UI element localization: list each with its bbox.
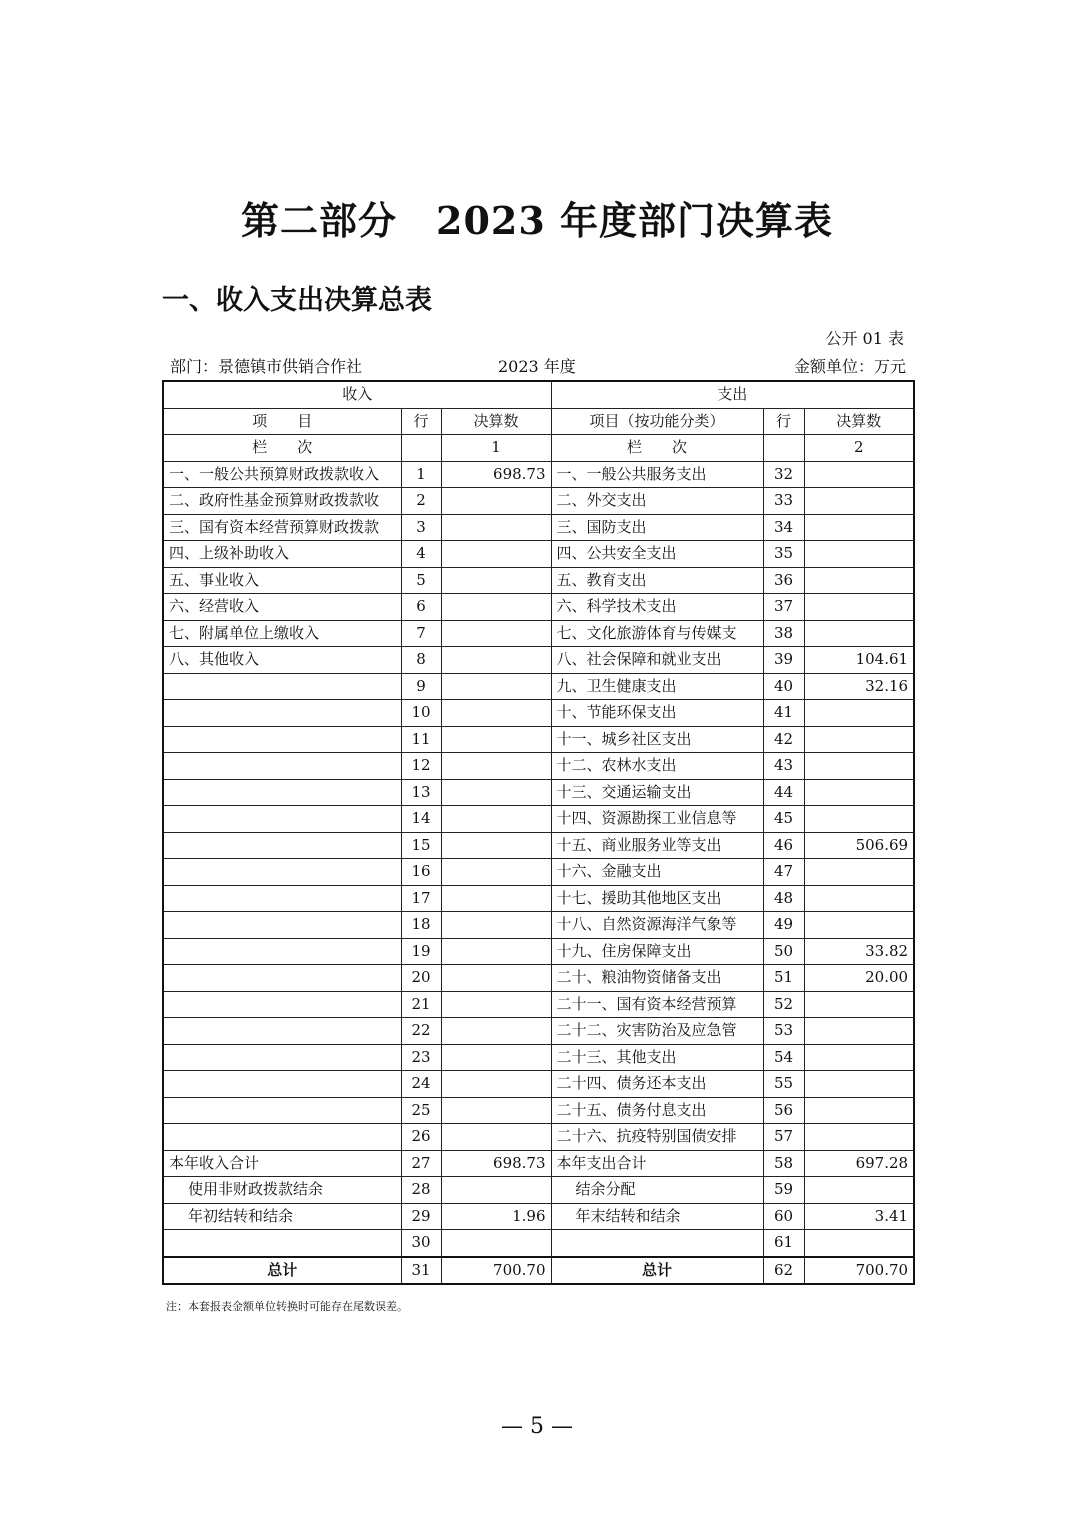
expense-row-number: 57 <box>763 1124 804 1151</box>
expense-row-number: 34 <box>763 514 804 541</box>
expense-amount <box>804 1177 914 1204</box>
table-row <box>163 779 914 806</box>
expense-item <box>551 1230 763 1257</box>
table-row <box>163 1150 914 1177</box>
expense-row-number: 50 <box>763 938 804 965</box>
expense-amount <box>804 488 914 515</box>
income-amount <box>441 859 551 886</box>
expense-item: 十一、城乡社区支出 <box>551 726 763 753</box>
income-amount <box>441 673 551 700</box>
income-amount <box>441 567 551 594</box>
income-amount <box>441 779 551 806</box>
expense-row-number: 43 <box>763 753 804 780</box>
expense-amount <box>804 541 914 568</box>
income-item <box>163 832 401 859</box>
income-amount <box>441 1044 551 1071</box>
expense-item: 总计 <box>551 1257 763 1285</box>
header-item: 项 目 <box>163 408 401 435</box>
income-amount <box>441 647 551 674</box>
income-row-number: 30 <box>401 1230 441 1257</box>
income-expense-table <box>162 380 915 1285</box>
income-item <box>163 1097 401 1124</box>
expense-row-number: 51 <box>763 965 804 992</box>
income-row-number: 15 <box>401 832 441 859</box>
expense-row-number: 52 <box>763 991 804 1018</box>
table-row <box>163 567 914 594</box>
table-row <box>163 885 914 912</box>
income-row-number: 4 <box>401 541 441 568</box>
income-row-number: 8 <box>401 647 441 674</box>
expense-item: 七、文化旅游体育与传媒支 <box>551 620 763 647</box>
expense-row-number: 40 <box>763 673 804 700</box>
income-row-number: 25 <box>401 1097 441 1124</box>
expense-amount <box>804 461 914 488</box>
expense-row-number: 53 <box>763 1018 804 1045</box>
income-row-number: 20 <box>401 965 441 992</box>
table-row <box>163 806 914 833</box>
expense-amount <box>804 620 914 647</box>
expense-item: 十八、自然资源海洋气象等 <box>551 912 763 939</box>
table-row <box>163 859 914 886</box>
expense-amount <box>804 1097 914 1124</box>
expense-item: 二十四、债务还本支出 <box>551 1071 763 1098</box>
income-item <box>163 885 401 912</box>
income-row-number: 3 <box>401 514 441 541</box>
income-row-number: 6 <box>401 594 441 621</box>
expense-item: 二、外交支出 <box>551 488 763 515</box>
income-row-number: 1 <box>401 461 441 488</box>
expense-row-number: 39 <box>763 647 804 674</box>
expense-amount: 3.41 <box>804 1203 914 1230</box>
expense-item: 十四、资源勘探工业信息等 <box>551 806 763 833</box>
income-row-number: 22 <box>401 1018 441 1045</box>
expense-header: 支出 <box>551 381 914 408</box>
table-row <box>163 965 914 992</box>
page-number: — 5 — <box>501 1414 573 1439</box>
expense-amount <box>804 912 914 939</box>
income-amount <box>441 620 551 647</box>
expense-row-number: 46 <box>763 832 804 859</box>
footnote: 注：本套报表金额单位转换时可能存在尾数误差。 <box>166 1300 408 1313</box>
expense-row-number: 59 <box>763 1177 804 1204</box>
table-row <box>163 1097 914 1124</box>
income-row-number: 24 <box>401 1071 441 1098</box>
expense-row-number: 36 <box>763 567 804 594</box>
income-item <box>163 1230 401 1257</box>
table-row <box>163 1203 914 1230</box>
income-amount <box>441 912 551 939</box>
income-row-number: 2 <box>401 488 441 515</box>
year: 2023 年度 <box>498 357 576 376</box>
income-item <box>163 779 401 806</box>
expense-item: 十七、援助其他地区支出 <box>551 885 763 912</box>
income-row-number: 12 <box>401 753 441 780</box>
expense-amount <box>804 1018 914 1045</box>
column-label: 栏 次 <box>551 435 763 462</box>
income-item: 八、其他收入 <box>163 647 401 674</box>
income-item <box>163 1071 401 1098</box>
income-row-number: 29 <box>401 1203 441 1230</box>
header-row: 行 <box>401 408 441 435</box>
expense-item: 五、教育支出 <box>551 567 763 594</box>
income-item <box>163 1124 401 1151</box>
table-row <box>163 991 914 1018</box>
expense-item: 八、社会保障和就业支出 <box>551 647 763 674</box>
income-header: 收入 <box>163 381 551 408</box>
expense-item: 一、一般公共服务支出 <box>551 461 763 488</box>
income-amount: 698.73 <box>441 461 551 488</box>
expense-row-number: 38 <box>763 620 804 647</box>
income-amount <box>441 700 551 727</box>
expense-amount <box>804 1071 914 1098</box>
expense-item: 九、卫生健康支出 <box>551 673 763 700</box>
expense-amount: 506.69 <box>804 832 914 859</box>
column-label: 栏 次 <box>163 435 401 462</box>
income-item: 四、上级补助收入 <box>163 541 401 568</box>
expense-row-number: 55 <box>763 1071 804 1098</box>
expense-item: 本年支出合计 <box>551 1150 763 1177</box>
table-row <box>163 1071 914 1098</box>
income-amount: 700.70 <box>441 1257 551 1285</box>
expense-amount: 20.00 <box>804 965 914 992</box>
income-item <box>163 1018 401 1045</box>
expense-amount: 697.28 <box>804 1150 914 1177</box>
income-item <box>163 673 401 700</box>
table-row <box>163 938 914 965</box>
expense-amount <box>804 1230 914 1257</box>
table-row <box>163 488 914 515</box>
empty-cell <box>401 435 441 462</box>
expense-item: 二十六、抗疫特别国债安排 <box>551 1124 763 1151</box>
page-title: 第二部分 2023 年度部门决算表 <box>241 198 833 243</box>
expense-row-number: 58 <box>763 1150 804 1177</box>
income-amount <box>441 1071 551 1098</box>
income-amount <box>441 1097 551 1124</box>
income-item: 一、一般公共预算财政拨款收入 <box>163 461 401 488</box>
expense-amount <box>804 1044 914 1071</box>
income-row-number: 10 <box>401 700 441 727</box>
table-row <box>163 514 914 541</box>
income-row-number: 23 <box>401 1044 441 1071</box>
income-amount <box>441 541 551 568</box>
income-amount <box>441 1018 551 1045</box>
income-item: 总计 <box>163 1257 401 1285</box>
income-row-number: 21 <box>401 991 441 1018</box>
header-amount: 决算数 <box>804 408 914 435</box>
expense-row-number: 35 <box>763 541 804 568</box>
income-item <box>163 1044 401 1071</box>
column-number: 1 <box>441 435 551 462</box>
expense-item: 二十二、灾害防治及应急管 <box>551 1018 763 1045</box>
income-amount <box>441 965 551 992</box>
expense-item: 二十一、国有资本经营预算 <box>551 991 763 1018</box>
income-item <box>163 859 401 886</box>
expense-amount: 32.16 <box>804 673 914 700</box>
expense-item: 十、节能环保支出 <box>551 700 763 727</box>
income-row-number: 27 <box>401 1150 441 1177</box>
income-row-number: 14 <box>401 806 441 833</box>
income-row-number: 13 <box>401 779 441 806</box>
expense-row-number: 61 <box>763 1230 804 1257</box>
expense-amount <box>804 514 914 541</box>
income-item <box>163 753 401 780</box>
unit: 金额单位：万元 <box>793 357 906 376</box>
income-item <box>163 991 401 1018</box>
table-row <box>163 912 914 939</box>
income-item <box>163 912 401 939</box>
income-item: 二、政府性基金预算财政拨款收 <box>163 488 401 515</box>
expense-row-number: 49 <box>763 912 804 939</box>
expense-row-number: 41 <box>763 700 804 727</box>
expense-row-number: 62 <box>763 1257 804 1285</box>
income-amount <box>441 726 551 753</box>
expense-item: 结余分配 <box>551 1177 763 1204</box>
income-row-number: 16 <box>401 859 441 886</box>
expense-amount <box>804 1124 914 1151</box>
income-amount <box>441 1230 551 1257</box>
table-row <box>163 673 914 700</box>
income-item: 使用非财政拨款结余 <box>163 1177 401 1204</box>
expense-row-number: 42 <box>763 726 804 753</box>
expense-row-number: 54 <box>763 1044 804 1071</box>
income-row-number: 26 <box>401 1124 441 1151</box>
income-row-number: 28 <box>401 1177 441 1204</box>
expense-item: 四、公共安全支出 <box>551 541 763 568</box>
table-row <box>163 620 914 647</box>
expense-row-number: 44 <box>763 779 804 806</box>
income-item: 五、事业收入 <box>163 567 401 594</box>
income-row-number: 31 <box>401 1257 441 1285</box>
expense-item: 年末结转和结余 <box>551 1203 763 1230</box>
income-item: 年初结转和结余 <box>163 1203 401 1230</box>
expense-item: 三、国防支出 <box>551 514 763 541</box>
expense-amount: 33.82 <box>804 938 914 965</box>
expense-amount <box>804 885 914 912</box>
income-item: 三、国有资本经营预算财政拨款 <box>163 514 401 541</box>
expense-amount <box>804 859 914 886</box>
expense-row-number: 32 <box>763 461 804 488</box>
expense-item: 二十五、债务付息支出 <box>551 1097 763 1124</box>
expense-row-number: 37 <box>763 594 804 621</box>
expense-item: 二十三、其他支出 <box>551 1044 763 1071</box>
expense-amount <box>804 567 914 594</box>
table-row <box>163 461 914 488</box>
expense-amount: 700.70 <box>804 1257 914 1285</box>
income-item: 本年收入合计 <box>163 1150 401 1177</box>
income-amount <box>441 1177 551 1204</box>
income-amount: 1.96 <box>441 1203 551 1230</box>
expense-amount: 104.61 <box>804 647 914 674</box>
income-item <box>163 726 401 753</box>
table-row <box>163 594 914 621</box>
table-row <box>163 832 914 859</box>
section-title: 一、收入支出决算总表 <box>162 285 432 316</box>
income-amount <box>441 806 551 833</box>
table-row <box>163 753 914 780</box>
table-row <box>163 1177 914 1204</box>
expense-amount <box>804 594 914 621</box>
expense-item: 十五、商业服务业等支出 <box>551 832 763 859</box>
table-row <box>163 700 914 727</box>
expense-row-number: 45 <box>763 806 804 833</box>
income-amount <box>441 753 551 780</box>
expense-item: 十六、金融支出 <box>551 859 763 886</box>
expense-item: 十三、交通运输支出 <box>551 779 763 806</box>
income-amount: 698.73 <box>441 1150 551 1177</box>
expense-item: 六、科学技术支出 <box>551 594 763 621</box>
expense-amount <box>804 806 914 833</box>
expense-amount <box>804 991 914 1018</box>
empty-cell <box>763 435 804 462</box>
income-row-number: 17 <box>401 885 441 912</box>
income-amount <box>441 594 551 621</box>
table-row <box>163 1018 914 1045</box>
table-row <box>163 726 914 753</box>
table-row <box>163 1230 914 1257</box>
income-item <box>163 965 401 992</box>
total-row <box>163 1257 914 1285</box>
header-exp-item: 项目（按功能分类） <box>551 408 763 435</box>
header-row-column-numbers <box>163 435 914 462</box>
expense-row-number: 48 <box>763 885 804 912</box>
income-amount <box>441 488 551 515</box>
income-row-number: 9 <box>401 673 441 700</box>
income-row-number: 19 <box>401 938 441 965</box>
expense-item: 二十、粮油物资储备支出 <box>551 965 763 992</box>
expense-amount <box>804 700 914 727</box>
expense-row-number: 56 <box>763 1097 804 1124</box>
header-amount: 决算数 <box>441 408 551 435</box>
income-row-number: 18 <box>401 912 441 939</box>
header-row: 行 <box>763 408 804 435</box>
department: 部门：景德镇市供销合作社 <box>170 357 363 376</box>
income-amount <box>441 991 551 1018</box>
income-amount <box>441 938 551 965</box>
income-item: 七、附属单位上缴收入 <box>163 620 401 647</box>
table-row <box>163 647 914 674</box>
income-item <box>163 938 401 965</box>
income-item <box>163 700 401 727</box>
income-amount <box>441 514 551 541</box>
table-row <box>163 1044 914 1071</box>
income-amount <box>441 1124 551 1151</box>
income-amount <box>441 832 551 859</box>
income-item <box>163 806 401 833</box>
income-item: 六、经营收入 <box>163 594 401 621</box>
header-row-columns <box>163 408 914 435</box>
income-row-number: 5 <box>401 567 441 594</box>
expense-item: 十九、住房保障支出 <box>551 938 763 965</box>
expense-row-number: 33 <box>763 488 804 515</box>
expense-row-number: 60 <box>763 1203 804 1230</box>
expense-row-number: 47 <box>763 859 804 886</box>
income-row-number: 7 <box>401 620 441 647</box>
column-number: 2 <box>804 435 914 462</box>
form-number: 公开 01 表 <box>825 329 904 348</box>
expense-amount <box>804 726 914 753</box>
expense-item: 十二、农林水支出 <box>551 753 763 780</box>
header-row-group <box>163 381 914 408</box>
expense-amount <box>804 753 914 780</box>
income-row-number: 11 <box>401 726 441 753</box>
table-row <box>163 541 914 568</box>
table-row <box>163 1124 914 1151</box>
income-amount <box>441 885 551 912</box>
expense-amount <box>804 779 914 806</box>
